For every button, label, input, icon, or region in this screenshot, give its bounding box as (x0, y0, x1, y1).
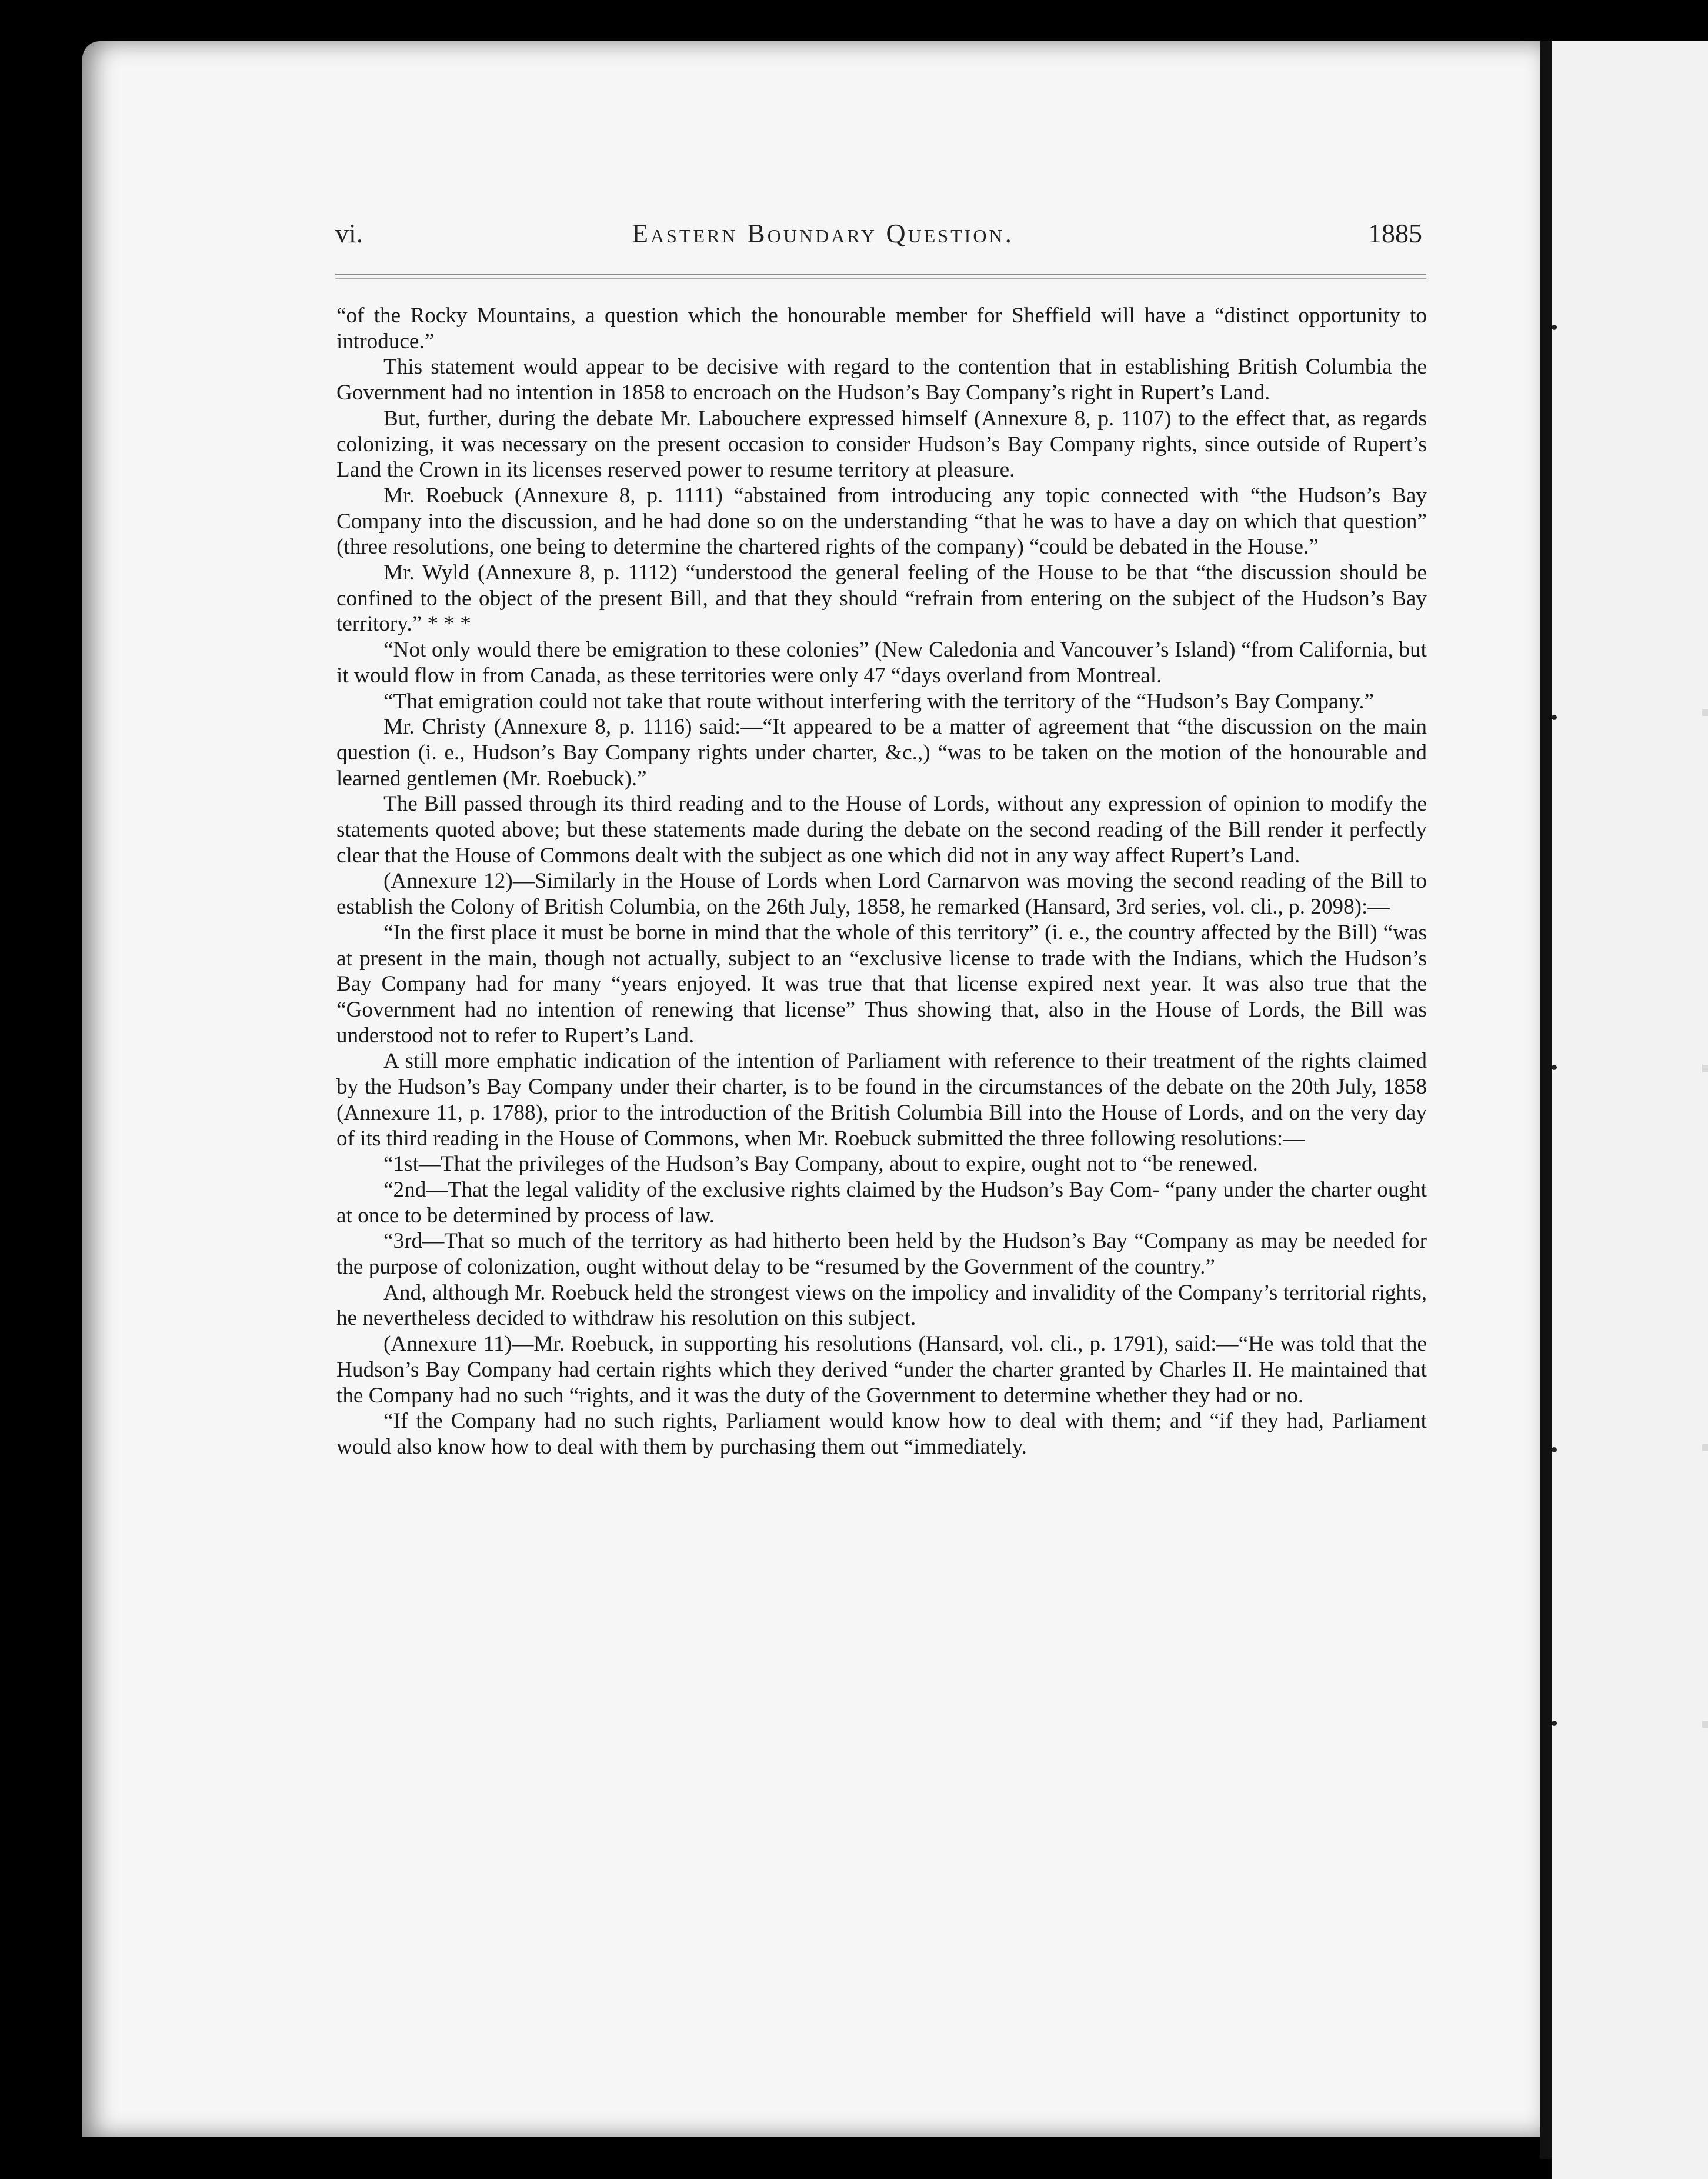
paragraph: “of the Rocky Mountains, a question which the honourable member for Sheffield will have a “distinct opportunity to introduce.” (336, 304, 1427, 354)
paragraph: “In the first place it must be borne in mind that the whole of this territory” (i. e., the country affected by the Bill) “was at present in the main, though not actually, subject to an “exclusive license to trade with the Indians, which the Hudson’s Bay Company had for many “years enjoyed. It was true that that license expired next year. It was also true that the “Government had no intention of renewing that license” Thus showing that, also in the House of Lords, the Bill was understood not to refer to Rupert’s Land. (336, 920, 1427, 1048)
bleed-mark (1552, 715, 1557, 720)
paragraph: “Not only would there be emigration to these colonies” (New Caledonia and Vancouver’s Island) “from California, but it would flow in from Canada, as these territories were only 47 “days overland from Montreal. (336, 638, 1427, 688)
paragraph: Mr. Wyld (Annexure 8, p. 1112) “understood the general feeling of the House to be that “the discussion should be confined to the object of the present Bill, and that they should “refrain from entering on the subject of the Hudson’s Bay territory.” * * * (336, 561, 1427, 637)
header-rule-top (335, 274, 1426, 275)
edge-mark (1702, 1721, 1708, 1728)
paragraph: Mr. Roebuck (Annexure 8, p. 1111) “abstained from introducing any topic connected with “the Hudson’s Bay Company into the discussion, and he had done so on the understanding “that he was to have a day on which that question” (three resolutions, one being to determine the chartered rights of the company) “could be debated in the House.” (336, 483, 1427, 559)
paragraph: “1st—That the privileges of the Hudson’s Bay Company, about to expire, ought not to “be renewed. (383, 1152, 1258, 1177)
page-folio: vi. (335, 218, 363, 248)
bleed-mark (1552, 325, 1557, 330)
edge-mark (1702, 1065, 1708, 1072)
page-year: 1885 (1368, 218, 1422, 248)
paragraph: “2nd—That the legal validity of the exclusive rights claimed by the Hudson’s Bay Com- “pany under the charter ought at once to be determined by process of law. (336, 1177, 1427, 1228)
running-head (82, 218, 1540, 265)
edge-mark (1702, 709, 1708, 716)
paragraph: (Annexure 12)—Similarly in the House of Lords when Lord Carnarvon was moving the second reading of the Bill to establish the Colony of British Columbia, on the 26th July, 1858, he remarked (Hansard, 3rd series, vol. cli., p. 2098):— (336, 869, 1427, 919)
paragraph: Mr. Christy (Annexure 8, p. 1116) said:—“It appeared to be a matter of agreement that “the discussion on the main question (i. e., Hudson’s Bay Company rights under charter, &c.,) “was to be taken on the motion of the honourable and learned gentlemen (Mr. Roebuck).” (336, 715, 1427, 791)
header-rule-bottom (335, 278, 1426, 279)
bleed-mark (1552, 1065, 1557, 1070)
paragraph: And, although Mr. Roebuck held the strongest views on the impolicy and invalidity of the Company’s territorial rights, he nevertheless decided to withdraw his resolution on this subject. (336, 1280, 1427, 1331)
paragraph: A still more emphatic indication of the intention of Parliament with reference to their treatment of the rights claimed by the Hudson’s Bay Company under their charter, is to be found in the circumstances of the debate on the 20th July, 1858 (Annexure 11, p. 1788), prior to the introduction of the British Columbia Bill into the House of Lords, and on the very day of its third reading in the House of Commons, when Mr. Roebuck submitted the three following resolutions:— (336, 1049, 1427, 1151)
paragraph: (Annexure 11)—Mr. Roebuck, in supporting his resolutions (Hansard, vol. cli., p. 1791), said:—“He was told that the Hudson’s Bay Company had certain rights which they derived “under the charter granted by Charles II. He maintained that the Company had no such “rights, and it was the duty of the Government to determine whether they had or no. (336, 1332, 1427, 1408)
paragraph: But, further, during the debate Mr. Labouchere expressed himself (Annexure 8, p. 1107) to the effect that, as regards colonizing, it was necessary on the present occasion to consider Hudson’s Bay Company rights, since outside of Rupert’s Land the Crown in its licenses reserved power to resume territory at pleasure. (336, 406, 1427, 482)
body-text (336, 303, 1427, 1460)
facing-page-edge (1552, 41, 1708, 2179)
page-gutter (1540, 41, 1552, 2159)
document-page (82, 41, 1540, 2137)
paragraph: “If the Company had no such rights, Parliament would know how to deal with them; and “if they had, Parliament would also know how to deal with them by purchasing them out “immediately. (336, 1409, 1427, 1459)
paragraph: “That emigration could not take that route without interfering with the territory of the “Hudson’s Bay Company.” (383, 689, 1375, 714)
bleed-mark (1552, 1721, 1557, 1726)
paragraph: “3rd—That so much of the territory as had hitherto been held by the Hudson’s Bay “Company as may be needed for the purpose of colonization, ought without delay to be “resumed by the Government of the country.” (336, 1229, 1427, 1280)
paragraph: The Bill passed through its third reading and to the House of Lords, without any expression of opinion to modify the statements quoted above; but these statements made during the debate on the second reading of the Bill render it perfectly clear that the House of Commons dealt with the subject as one which did not in any way affect Rupert’s Land. (336, 792, 1427, 868)
paragraph: This statement would appear to be decisive with regard to the contention that in establishing British Columbia the Government had no intention in 1858 to encroach on the Hudson’s Bay Company’s right in Rupert’s Land. (336, 355, 1427, 405)
bleed-mark (1552, 1447, 1557, 1452)
edge-mark (1702, 1444, 1708, 1451)
page-title: Eastern Boundary Question. (631, 218, 1015, 248)
